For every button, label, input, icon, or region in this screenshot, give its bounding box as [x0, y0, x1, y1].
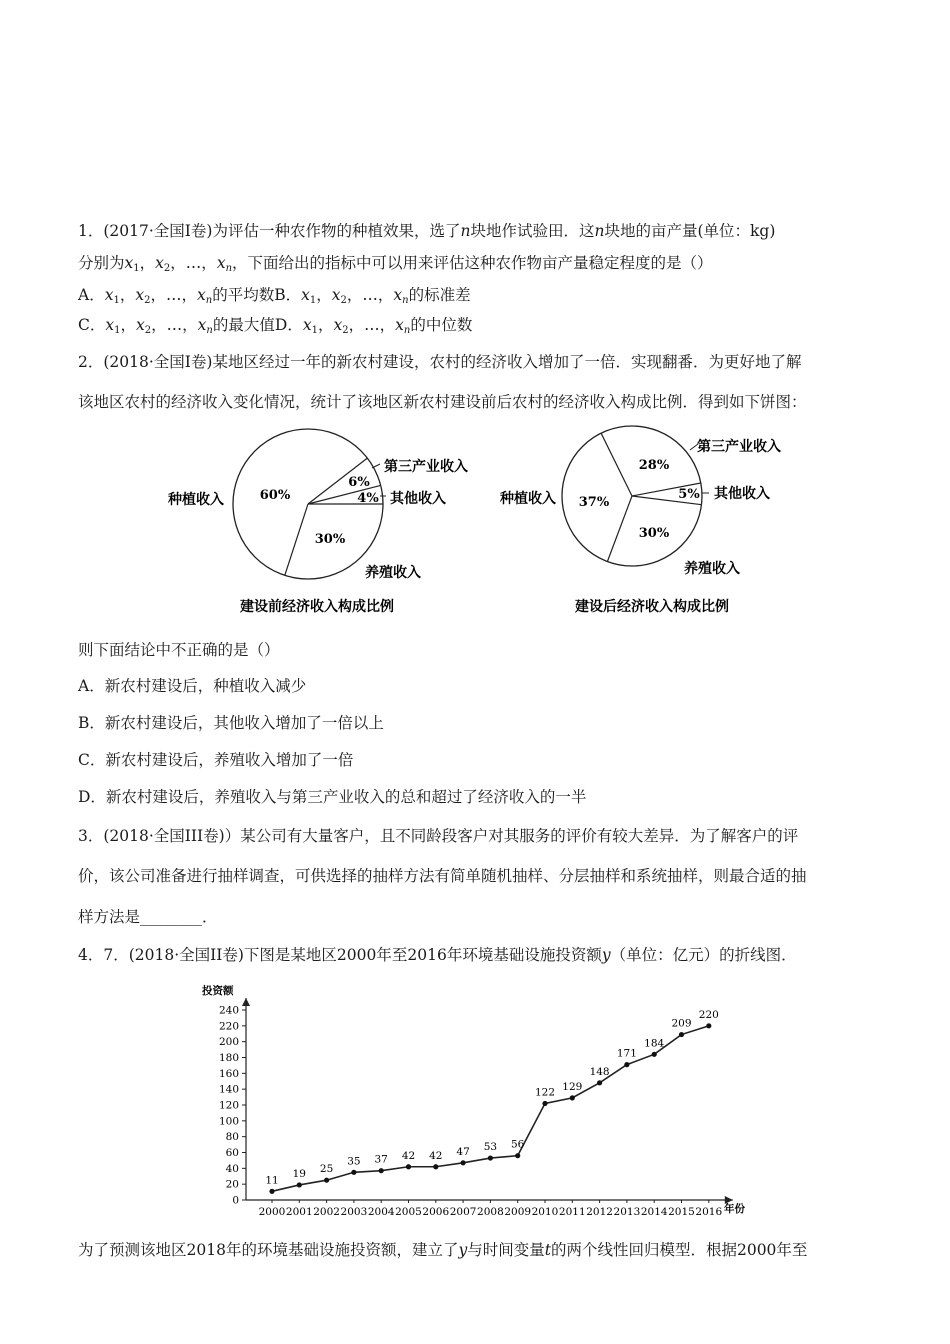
x-tick-label: 2010	[531, 1206, 559, 1218]
line-chart-series	[265, 1009, 719, 1194]
var-y: y	[458, 1241, 468, 1259]
data-point	[515, 1153, 520, 1158]
y-tick-label: 200	[218, 1036, 239, 1049]
y-tick-label: 40	[225, 1162, 239, 1175]
option-b-text: 的标准差	[408, 286, 471, 304]
line-chart-axes	[242, 998, 733, 1204]
line-chart-yticks	[219, 1005, 246, 1207]
y-tick-label: 220	[218, 1020, 239, 1033]
y-tick-label: 180	[218, 1052, 239, 1064]
pie-before	[167, 429, 468, 615]
data-label: 122	[534, 1086, 556, 1099]
pie-before-pct-breeding: 30%	[314, 532, 346, 547]
sep: ，	[139, 254, 156, 272]
x-tick-label: 2008	[477, 1206, 504, 1218]
data-point	[624, 1062, 629, 1067]
sub-1: 1	[309, 295, 317, 306]
ellipsis: …	[364, 316, 380, 334]
data-label: 129	[562, 1080, 583, 1093]
data-label: 148	[589, 1065, 610, 1078]
sep: ，	[182, 316, 198, 334]
var-x: x	[124, 254, 134, 272]
sep: ，	[181, 286, 197, 304]
x-tick-label: 2003	[340, 1206, 368, 1218]
data-point	[488, 1155, 493, 1160]
ellipsis: …	[165, 286, 182, 304]
x-tick-label: 2006	[422, 1206, 450, 1218]
q3-line1: 3．(2018·全国III卷)）某公司有大量客户，且不同龄段客户对其服务的评价有较大差异．为了解客户的评	[78, 827, 799, 845]
q4-text-d: 与时间变量	[467, 1241, 545, 1259]
sep: ，	[316, 286, 332, 304]
sub-2: 2	[342, 325, 349, 336]
sep: ，	[346, 286, 363, 304]
pie-before-label-other: 其他收入	[390, 491, 446, 507]
sep: ，	[317, 316, 334, 334]
option-c-label: C．	[78, 316, 106, 334]
sub-2: 2	[144, 295, 151, 306]
pie-before-label-tertiary: 第三产业收入	[384, 459, 468, 475]
sub-n: n	[206, 325, 213, 336]
pie-after-pct-breeding: 30%	[638, 526, 670, 541]
pie-after-pct-planting: 37%	[578, 495, 610, 510]
y-tick-label: 140	[218, 1083, 239, 1096]
sep: ，	[150, 286, 166, 304]
data-point	[597, 1080, 602, 1085]
data-label: 209	[671, 1017, 692, 1030]
ellipsis: …	[362, 286, 378, 304]
var-x: x	[395, 316, 404, 334]
var-x: x	[301, 286, 310, 304]
var-x: x	[333, 316, 343, 334]
line-chart-xlabel: 年份	[724, 1203, 745, 1215]
sep: ，	[348, 316, 365, 334]
q1-line1	[78, 221, 775, 241]
y-tick-label: 20	[225, 1178, 239, 1191]
option-b-label: B．	[274, 286, 302, 304]
q1-options-cd	[78, 315, 472, 341]
q1-text-a: 1．(2017·全国Ⅰ卷)为评估一种农作物的种植效果，选了	[78, 222, 461, 240]
x-tick-label: 2015	[668, 1206, 695, 1218]
option-d-label: D．	[274, 316, 303, 334]
q3-line3: 样方法是________．	[78, 908, 218, 926]
q4-text-a: 4．7．(2018·全国II卷)下图是某地区2000年至2016年环境基础设施投资额	[78, 946, 602, 964]
sep: ，	[379, 316, 396, 334]
y-tick-label: 0	[232, 1194, 239, 1207]
q4-text-e: 的两个线性回归模型．根据2000年至	[550, 1241, 808, 1259]
data-label: 35	[347, 1155, 361, 1168]
data-point	[379, 1168, 384, 1173]
q2-option-d: D．新农村建设后，养殖收入与第三产业收入的总和超过了经济收入的一半	[78, 788, 587, 806]
var-x: x	[302, 316, 312, 334]
pie-charts	[0, 420, 950, 620]
data-point	[269, 1189, 274, 1194]
q2-question: 则下面结论中不正确的是（）	[78, 641, 280, 659]
q4-line1	[78, 945, 797, 965]
data-point	[406, 1164, 411, 1169]
data-point	[679, 1032, 684, 1037]
data-point	[542, 1101, 547, 1106]
data-point	[297, 1182, 302, 1187]
x-tick-label: 2002	[313, 1206, 340, 1218]
q2-option-b: B．新农村建设后，其他收入增加了一倍以上	[78, 714, 384, 732]
var-n: n	[460, 222, 471, 240]
data-label: 53	[483, 1141, 498, 1154]
var-x: x	[331, 286, 341, 304]
sub-2: 2	[144, 325, 152, 336]
var-y: y	[601, 946, 611, 964]
q2-line1: 2．(2018·全国Ⅰ卷)某地区经过一年的新农村建设，农村的经济收入增加了一倍．实现翻番．为更好地了解	[78, 353, 802, 371]
sep: ，	[170, 254, 186, 272]
q4-text-b: （单位：亿元）的折线图．	[610, 946, 797, 964]
line-chart	[190, 980, 770, 1220]
pie-before-pct-tertiary: 6%	[348, 475, 370, 490]
data-point	[324, 1178, 329, 1183]
data-point	[570, 1095, 575, 1100]
sub-n: n	[402, 295, 409, 306]
data-label: 19	[292, 1167, 306, 1180]
line-chart-xticks	[259, 1200, 723, 1218]
pie-after-label-other: 其他收入	[714, 486, 770, 502]
x-tick-label: 2013	[613, 1206, 641, 1218]
y-tick-label: 240	[218, 1004, 239, 1017]
x-tick-label: 2005	[395, 1206, 422, 1218]
q2-line2: 该地区农村的经济收入变化情况，统计了该地区新农村建设前后农村的经济收入构成比例．得到如下饼图：	[78, 393, 807, 411]
var-x: x	[135, 286, 145, 304]
x-tick-label: 2000	[258, 1206, 286, 1218]
option-a-text: 的平均数	[212, 286, 275, 304]
pie-after	[499, 426, 781, 615]
q1-text-c: 块地的亩产量(单位：kg)	[604, 222, 776, 240]
sub-1: 1	[113, 295, 120, 306]
var-x: x	[393, 286, 403, 304]
var-n: n	[594, 222, 605, 240]
data-label: 220	[698, 1008, 719, 1021]
var-x: x	[197, 316, 207, 334]
sub-2: 2	[163, 263, 171, 274]
var-x: x	[197, 286, 206, 304]
sub-1: 1	[133, 263, 140, 274]
x-tick-label: 2012	[586, 1206, 613, 1218]
sep: ，	[201, 254, 217, 272]
sub-n: n	[225, 263, 233, 274]
y-tick-label: 160	[218, 1067, 239, 1080]
pie-before-label-breeding: 养殖收入	[365, 565, 421, 581]
sep: ，	[151, 316, 167, 334]
y-axis-arrow	[242, 998, 250, 1006]
ellipsis: …	[166, 316, 183, 334]
q2-option-c: C．新农村建设后，养殖收入增加了一倍	[78, 751, 354, 769]
data-label: 11	[265, 1174, 279, 1187]
data-label: 25	[319, 1163, 334, 1176]
sub-1: 1	[114, 325, 121, 336]
line-chart-ylabel: 投资额	[202, 985, 234, 997]
data-label: 42	[401, 1149, 416, 1162]
pie-before-label-planting: 种植收入	[168, 492, 224, 508]
sub-n: n	[403, 325, 411, 336]
data-label: 171	[616, 1047, 637, 1060]
var-x: x	[104, 286, 114, 304]
pie-before-pct-planting: 60%	[259, 488, 291, 503]
data-point	[706, 1023, 711, 1028]
q4-bottom-line	[78, 1240, 807, 1260]
sub-2: 2	[340, 295, 347, 306]
q2-option-a: A．新农村建设后，种植收入减少	[78, 677, 307, 695]
sep: ，	[377, 286, 394, 304]
q1-text-e: ，下面给出的指标中可以用来评估这种农作物亩产量稳定程度的是（）	[232, 254, 713, 272]
sub-n: n	[205, 295, 213, 306]
q1-line2	[78, 253, 713, 279]
x-tick-label: 2016	[695, 1206, 723, 1218]
series-line	[272, 1026, 709, 1191]
var-x: x	[155, 254, 164, 272]
pie-after-title: 建设后经济收入构成比例	[575, 599, 729, 615]
pie-after-pct-tertiary: 28%	[638, 458, 670, 473]
q4-text-c: 为了预测该地区2018年的环境基础设施投资额，建立了	[78, 1241, 459, 1259]
y-tick-label: 80	[225, 1131, 239, 1144]
sub-1: 1	[311, 325, 318, 336]
data-label: 56	[511, 1138, 525, 1151]
y-tick-label: 120	[218, 1099, 239, 1112]
data-point	[461, 1160, 466, 1165]
ellipsis: …	[185, 254, 202, 272]
option-a-label: A．	[78, 286, 105, 304]
sep: ，	[120, 316, 137, 334]
pie-after-label-tertiary: 第三产业收入	[697, 439, 781, 455]
var-t: t	[544, 1241, 551, 1259]
var-x: x	[136, 316, 145, 334]
y-tick-label: 100	[218, 1115, 239, 1128]
q3-line2: 价，该公司准备进行抽样调查，可供选择的抽样方法有简单随机抽样、分层抽样和系统抽样，则最合适的抽	[78, 867, 807, 885]
data-label: 42	[429, 1149, 443, 1162]
x-tick-label: 2011	[558, 1206, 586, 1218]
q1-text-b: 块地作试验田．这	[470, 222, 595, 240]
data-label: 184	[644, 1037, 665, 1050]
y-tick-label: 60	[225, 1147, 239, 1159]
pie-after-label-planting: 种植收入	[500, 491, 556, 507]
option-c-text: 的最大值	[212, 316, 275, 334]
q1-text-d: 分别为	[78, 254, 125, 272]
x-tick-label: 2009	[504, 1206, 532, 1218]
q1-options-ab	[78, 285, 471, 311]
data-label: 37	[374, 1153, 388, 1166]
var-x: x	[216, 254, 226, 272]
pie-before-title: 建设前经济收入构成比例	[240, 599, 394, 615]
sep: ，	[119, 286, 136, 304]
data-point	[652, 1052, 657, 1057]
x-tick-label: 2004	[367, 1206, 395, 1218]
data-point	[433, 1164, 438, 1169]
var-x: x	[105, 316, 115, 334]
pie-after-label-breeding: 养殖收入	[684, 561, 740, 577]
x-tick-label: 2007	[449, 1206, 477, 1218]
x-tick-label: 2001	[285, 1206, 313, 1218]
pie-before-pct-other: 4%	[357, 491, 379, 506]
pie-after-pct-other: 5%	[678, 487, 700, 502]
x-tick-label: 2014	[640, 1206, 668, 1218]
data-point	[351, 1170, 356, 1175]
option-d-text: 的中位数	[410, 316, 473, 334]
data-label: 47	[456, 1145, 470, 1158]
